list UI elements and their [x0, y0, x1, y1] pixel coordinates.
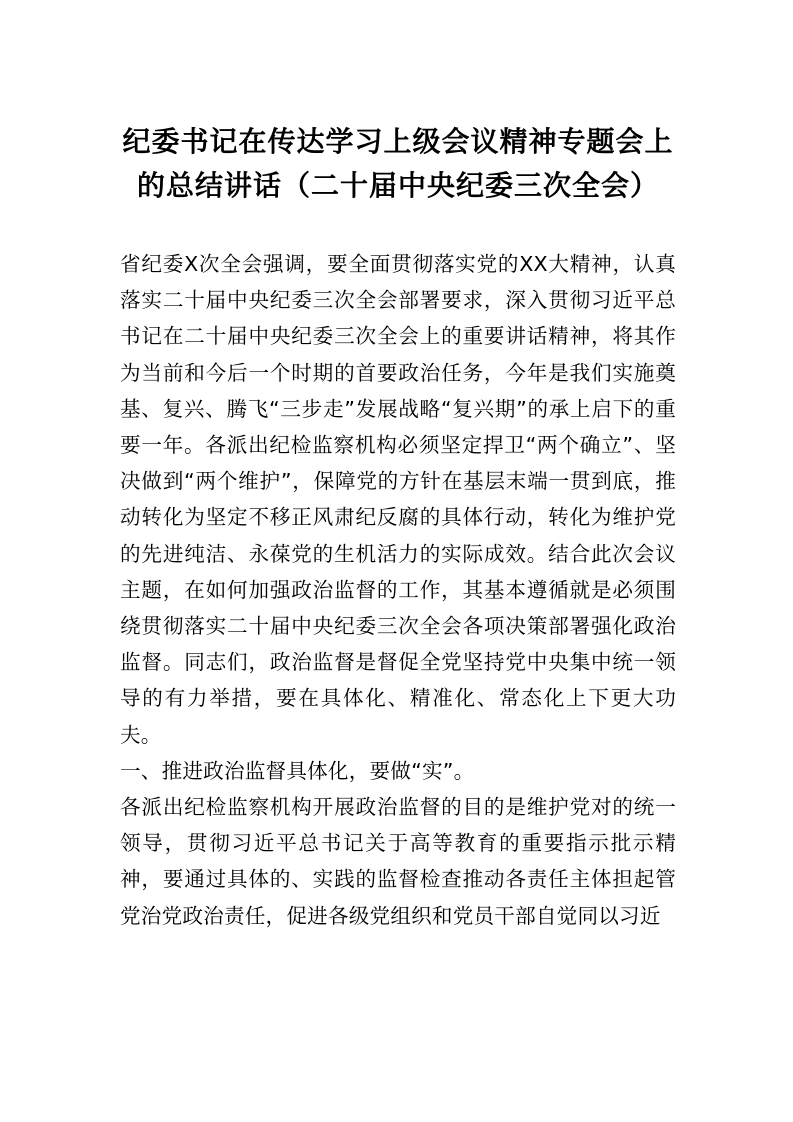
body-paragraph: 各派出纪检监察机构开展政治监督的目的是维护党对的统一领导，贯彻习近平总书记关于高等教育的重要指示批示精神，要通过具体的、实践的监督检查推动各责任主体担起管党治党政治责任，促进各级党组织和党员干部自觉同以习近 — [120, 795, 676, 928]
document-title: 纪委书记在传达学习上级会议精神专题会上的总结讲话（二十届中央纪委三次全会） — [122, 125, 674, 202]
body-paragraph: 省纪委X次全会强调，要全面贯彻落实党的XX大精神，认真落实二十届中央纪委三次全会部署要求，深入贯彻习近平总书记在二十届中央纪委三次全会上的重要讲话精神，将其作为当前和今后一个时期的首要政治任务，今年是我们实施奠基、复兴、腾飞“三步走”发展战略“复兴期”的承上启下的重要一年。各派出纪检监察机构必须坚定捍卫“两个确立”、坚决做到“两个维护”，保障党的方针在基层末端一贯到底，推动转化为坚定不移正风肃纪反腐的具体行动，转化为维护党的先进纯洁、永葆党的生机活力的实际成效。结合此次会议主题，在如何加强政治监督的工作，其基本遵循就是必须围绕贯彻落实二十届中央纪委三次全会各项决策部署强化政治监督。同志们，政治监督是督促全党坚持党中央集中统一领导的有力举措，要在具体化、精准化、常态化上下更大功夫。 — [120, 252, 676, 747]
document-body — [120, 246, 676, 934]
section-heading: 一、推进政治监督具体化，要做“实”。 — [120, 758, 475, 783]
